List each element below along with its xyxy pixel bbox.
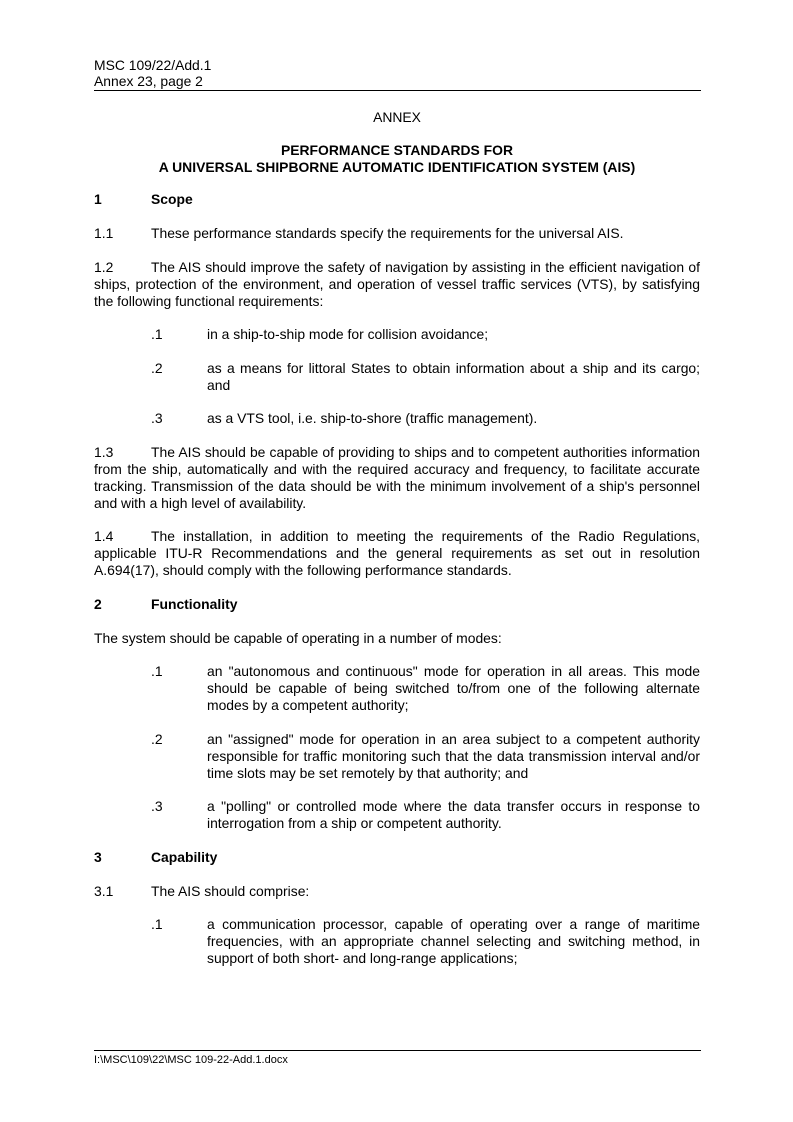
- paragraph-3-1: [94, 883, 700, 900]
- paragraph-text: The AIS should improve the safety of navigation by assisting in the efficient navigation of ships, protection of the environment, and operation of vessel traffic services (VTS), by satisfying the following functional requirements:: [94, 259, 700, 309]
- paragraph-text: The AIS should be capable of providing to ships and to competent authorities information from the ship, automatically and with the required accuracy and frequency, to facilitate accurate tracking. Transmission of the data should be with the minimum involvement of a ship's personnel and with a high level of availability.: [94, 444, 700, 511]
- file-path: I:\MSC\109\22\MSC 109-22-Add.1.docx: [94, 1054, 288, 1066]
- list-item: [94, 731, 700, 782]
- list-item-number: .1: [151, 916, 163, 932]
- section-title: Scope: [151, 191, 193, 207]
- paragraph-number: 3.1: [94, 883, 114, 899]
- section-1-heading: [94, 191, 700, 208]
- section-title: Functionality: [151, 596, 238, 612]
- list-item-number: .1: [151, 326, 163, 342]
- section-title: Capability: [151, 849, 218, 865]
- list-item-text: as a means for littoral States to obtain information about a ship and its cargo; and: [207, 360, 700, 393]
- paragraph-1-2: [94, 259, 700, 310]
- page-header: [94, 57, 701, 91]
- list-item-text: a "polling" or controlled mode where the data transfer occurs in response to interrogation from a ship or competent authority.: [207, 798, 700, 831]
- list-item: [94, 798, 700, 832]
- list-item-number: .3: [151, 410, 163, 426]
- page-footer: [94, 1050, 701, 1067]
- section-number: 1: [94, 191, 102, 207]
- page-reference: Annex 23, page 2: [94, 73, 203, 89]
- list-item: [94, 663, 700, 714]
- section-number: 3: [94, 849, 102, 865]
- section-3-heading: [94, 849, 700, 866]
- list-item-text: in a ship-to-ship mode for collision avoidance;: [207, 326, 489, 342]
- list-item-number: .1: [151, 663, 163, 679]
- document-title: [94, 142, 700, 176]
- paragraph-number: 1.3: [94, 444, 114, 460]
- paragraph-1-4: [94, 528, 700, 579]
- paragraph-text: The AIS should comprise:: [151, 883, 310, 899]
- title-line-1: PERFORMANCE STANDARDS FOR: [280, 142, 514, 158]
- list-item-text: a communication processor, capable of operating over a range of maritime frequencies, with an appropriate channel selecting and switching method, in support of both short- and long-range applications;: [207, 916, 700, 966]
- title-line-2: A UNIVERSAL SHIPBORNE AUTOMATIC IDENTIFICATION SYSTEM (AIS): [158, 159, 636, 175]
- annex-label: ANNEX: [373, 109, 421, 125]
- list-item-text: as a VTS tool, i.e. ship-to-shore (traffic management).: [207, 410, 538, 426]
- list-item: [94, 326, 700, 343]
- section-2-heading: [94, 596, 700, 613]
- list-item-number: .3: [151, 798, 163, 814]
- list-item: [94, 916, 700, 967]
- paragraph-text: These performance standards specify the requirements for the universal AIS.: [151, 225, 624, 241]
- paragraph-number: 1.1: [94, 225, 114, 241]
- paragraph-number: 1.4: [94, 528, 114, 544]
- list-item-text: an "assigned" mode for operation in an area subject to a competent authority responsible for traffic monitoring such that the data transmission interval and/or time slots may be set remotely by that authority; and: [207, 731, 700, 781]
- list-item-number: .2: [151, 360, 163, 376]
- paragraph-text: The installation, in addition to meeting the requirements of the Radio Regulations, applicable ITU-R Recommendations and the general requirements as set out in resolution A.694(17), should comply with the following performance standards.: [94, 528, 700, 578]
- section-number: 2: [94, 596, 102, 612]
- list-item: [94, 410, 700, 427]
- list-item-number: .2: [151, 731, 163, 747]
- list-item-text: an "autonomous and continuous" mode for operation in all areas. This mode should be capable of being switched to/from one of the following alternate modes by a competent authority;: [207, 663, 700, 713]
- list-item: [94, 360, 700, 394]
- section-2-intro: The system should be capable of operating in a number of modes:: [94, 630, 502, 646]
- paragraph-1-3: [94, 444, 700, 512]
- paragraph-1-1: [94, 225, 700, 242]
- paragraph-number: 1.2: [94, 259, 114, 275]
- document-reference: MSC 109/22/Add.1: [94, 57, 212, 73]
